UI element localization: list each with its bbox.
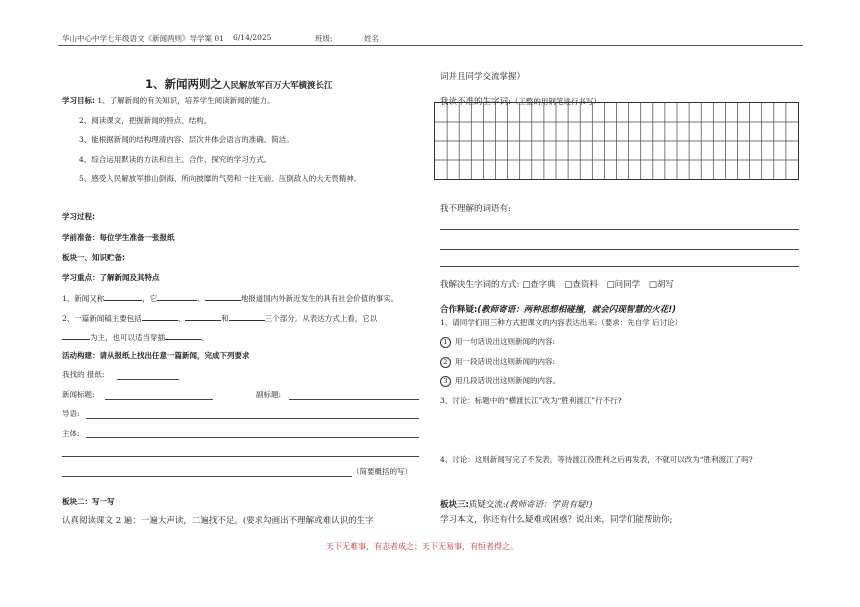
q2-text-b: 、 <box>177 314 186 323</box>
discussion-3: 3、讨论：标题中的“横渡长江”改为“胜利渡江”行不行? <box>440 396 622 405</box>
paper-label: 我找的 报纸: <box>62 370 105 379</box>
objective-item: 5、感受人民解放军排山倒海、所向披靡的气势和一往无前、压倒敌人的大无畏精神。 <box>79 174 362 183</box>
header-date: 6/14/2025 <box>233 33 272 42</box>
method-option[interactable]: □查资料 <box>564 280 598 290</box>
unsure-label: 我读不准的生字词: <box>440 97 511 107</box>
body-input-line[interactable] <box>62 476 352 477</box>
circle-number: 2 <box>440 357 451 368</box>
subheadline-input-line[interactable] <box>289 399 419 400</box>
sub-item-text: 用几段话说出这则新闻的内容。 <box>455 376 560 385</box>
circle-number: 1 <box>440 337 451 348</box>
q1-text-b: ，它 <box>142 294 158 303</box>
question-2-cont <box>62 331 209 343</box>
block1-heading: 板块一、知识贮备: <box>62 253 125 262</box>
coop-label: 合作释疑: <box>440 305 478 315</box>
title-main: 1、新闻两则之 <box>145 77 223 91</box>
methods-line <box>440 278 674 290</box>
header-school: 华山中心中学七年级语文《新闻两则》导学案 01 <box>62 34 224 43</box>
q1-blank[interactable] <box>157 292 197 301</box>
not-understand-label: 我不理解的词语有: <box>440 204 511 214</box>
block3-label: 板块三: <box>440 500 469 510</box>
subheadline-label: 副标题: <box>256 390 282 399</box>
paper-input-line[interactable] <box>117 379 179 380</box>
q2-blank[interactable] <box>229 312 265 321</box>
title-sub: 人民解放军百万大军横渡长江 <box>222 81 333 91</box>
sub-item <box>440 337 555 348</box>
body-label: 主体: <box>62 429 80 438</box>
objective-item: 4、综合运用默读的方法和自主、合作、探究的学习方式。 <box>79 155 272 164</box>
objective-item: 1、了解新闻的有关知识，培养学生阅读新闻的能力。 <box>97 96 275 105</box>
coop-line <box>440 297 676 316</box>
sub-item <box>440 376 560 387</box>
q2-text-e: 为主，也可以适当穿插 <box>90 333 165 342</box>
method-option[interactable]: □问同学 <box>606 280 641 290</box>
discussion-4: 4、讨论：这则新闻写完了不发表，等待渡江役胜利之后再发表，不就可以改为“胜利渡江了吗? <box>440 455 753 464</box>
not-understand-line[interactable] <box>440 266 799 267</box>
read-instruction: 认真阅读课文 2 遍：一遍大声读，二遍找不足。(要求勾画出不理解或难认识的生字 <box>62 516 374 526</box>
method-option[interactable]: □胡写 <box>648 280 674 290</box>
lead-label: 导语: <box>62 409 80 418</box>
prep-text: 学前准备：每位学生准备一张报纸 <box>62 233 175 242</box>
methods-label: 我解决生字词的方式: <box>440 280 520 290</box>
block3-text: 学习本文，你还有什么疑难或困惑？说出来，同学们能帮助你; <box>440 515 673 525</box>
header-name-label: 姓名 <box>364 34 379 43</box>
q2-text-a: 2、一篇新闻稿主要包括 <box>62 314 142 323</box>
body-input-line[interactable] <box>62 456 419 457</box>
body-input-line[interactable] <box>86 437 419 438</box>
q2-blank[interactable] <box>142 312 178 321</box>
sub-item <box>440 357 555 368</box>
q2-text-c: 和 <box>221 314 229 323</box>
q1-text-c: 、 <box>197 294 205 303</box>
coop-note: (教师寄语：两种思想相碰撞，就会闪现智慧的火花!) <box>477 305 677 315</box>
sub-item-text: 用一段话说出这则新闻的内容: <box>455 357 556 366</box>
activity-heading: 活动构建：请从报纸上找出任意一篇新闻，完成下列要求 <box>62 351 250 360</box>
question-1 <box>62 292 398 304</box>
circle-number: 3 <box>440 376 451 387</box>
grid-lines <box>435 103 798 179</box>
headline-label: 新闻标题: <box>62 390 95 399</box>
block3-line <box>440 492 592 511</box>
q2-text-d: 三个部分。从表达方式上看，它以 <box>264 314 378 323</box>
q2-blank[interactable] <box>62 331 90 340</box>
q1-text-d: 地报道国内外新近发生的具有社会价值的事实。 <box>240 294 399 303</box>
block3-title: 质疑交流: <box>468 500 506 510</box>
headline-input-line[interactable] <box>105 399 213 400</box>
writing-grid[interactable] <box>434 102 799 180</box>
q2-blank[interactable] <box>185 312 221 321</box>
q2-blank[interactable] <box>165 331 201 340</box>
not-understand-line[interactable] <box>440 229 799 230</box>
lead-input-line[interactable] <box>86 418 419 419</box>
instruction-continued: 词并且同学交流掌握） <box>440 72 526 82</box>
q1-blank[interactable] <box>205 292 241 301</box>
header-divider <box>58 45 803 46</box>
objectives-label: 学习目标: <box>62 96 95 105</box>
coop-question-1: 1、请同学们用三种方式把课文的内容表达出来;（要求：先自学 后讨论） <box>440 318 683 327</box>
q1-blank[interactable] <box>104 292 142 301</box>
objective-item: 2、阅读课文，把握新闻的特点、结构。 <box>79 116 212 125</box>
brief-note: （简要概括的写） <box>352 467 412 476</box>
objective-item: 3、能根据新闻的结构理清内容、层次并体会语言的准确、简洁。 <box>79 135 294 144</box>
unsure-note: （工整的用钢笔进行书写） <box>510 97 601 106</box>
objectives-line <box>62 96 275 106</box>
process-label: 学习过程: <box>62 212 95 221</box>
sub-item-text: 用一句话说出这则新闻的内容: <box>455 337 556 346</box>
q2-text-f: 。 <box>201 333 209 342</box>
page-title <box>145 73 333 92</box>
block3-note: (教师寄语：学贵有疑!) <box>505 500 593 510</box>
header-class-label: 班级: <box>315 34 333 43</box>
focus-heading: 学习重点：了解新闻及其特点 <box>62 273 160 282</box>
q1-text-a: 1、新闻又称 <box>62 294 105 303</box>
not-understand-line[interactable] <box>440 249 799 250</box>
block2-heading: 板块二：写一写 <box>62 497 115 506</box>
footer-motto: 天下无难事，有志者成之；天下无易事，有恒者得之。 <box>326 542 518 551</box>
question-2 <box>62 312 377 324</box>
method-option[interactable]: □查字典 <box>522 280 556 290</box>
